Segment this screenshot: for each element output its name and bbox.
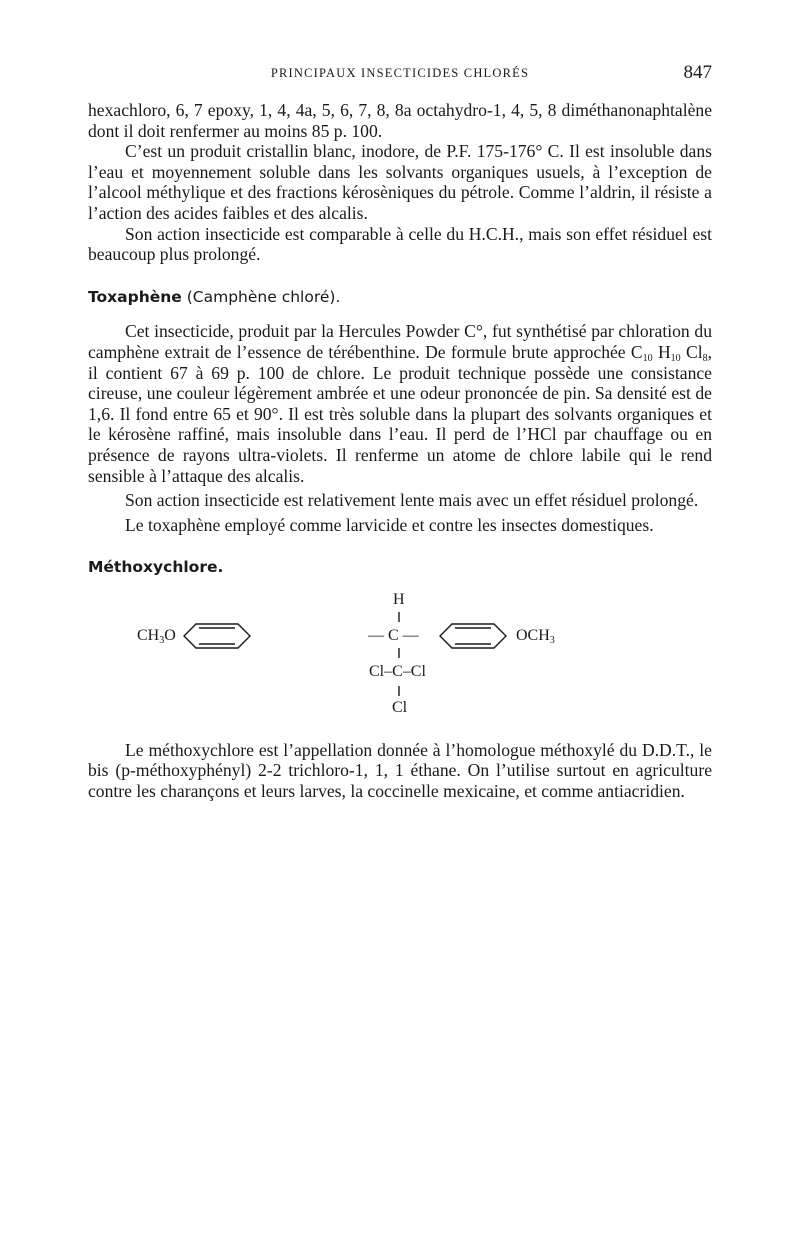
formula-right-group	[516, 626, 555, 647]
paragraph-toxaphene-description	[88, 321, 712, 486]
formula-left-ch: CH	[137, 626, 160, 644]
text-fragment: , il contient 67 à 69 p. 100 de chlore. Le produit technique possède une consistance cireuse, une couleur légèrement ambrée et une odeur prononcée de pin. Sa densité est de 1,6. Il fond entre 65 et 90°. Il est très soluble dans la plupart des solvants organiques et le kérosène raffiné, mais insoluble dans l’eau. Il perd de l’HCl par chauffage ou en présence de rayons ultra-violets. Il renferme un atome de chlore labile qui le rend sensible à l’attaque des alcalis.	[88, 341, 713, 486]
page-header	[88, 62, 712, 86]
formula-left-o: O	[164, 626, 176, 644]
subscript: 10	[642, 352, 653, 364]
formula-right-och: OCH	[516, 626, 550, 644]
formula-ccl-row: Cl–C–Cl	[369, 662, 426, 680]
paragraph-action: Son action insecticide est comparable à celle du H.C.H., mais son effet résiduel est beaucoup plus prolongé.	[88, 223, 712, 265]
text-fragment: Cl	[680, 341, 703, 362]
page-number: 847	[683, 62, 712, 83]
paragraph-properties: C’est un produit cristallin blanc, inodore, de P.F. 175-176° C. Il est insoluble dans l’eau et moyennement soluble dans les solvants organiques usuels, à l’exception de l’alcool méthylique et des fractions kérosèniques du pétrole. Comme l’aldrin, il résiste a l’action des acides faibles et des alcalis.	[88, 141, 712, 223]
toxaphene-title: Toxaphène	[88, 287, 182, 306]
running-title: PRINCIPAUX INSECTICIDES CHLORÉS	[270, 66, 530, 80]
subscript: 3	[159, 634, 165, 646]
page-body	[88, 100, 712, 802]
formula-h: H	[393, 590, 405, 608]
text-fragment: H	[652, 341, 671, 362]
subscript: 10	[670, 352, 681, 364]
toxaphene-heading	[88, 287, 712, 308]
methoxychlore-heading	[88, 557, 712, 578]
text-fragment: Cet insecticide, produit par la Hercules Powder C°, fut synthétisé par chloration du camphène extrait de l’essence de térébenthine. De formule brute approchée C	[88, 321, 712, 362]
subscript: 3	[549, 634, 555, 646]
formula-left-group	[137, 626, 176, 647]
formula-cl-bottom: Cl	[392, 698, 408, 716]
methoxychlore-structural-formula	[88, 590, 712, 722]
methoxychlore-title: Méthoxychlore.	[88, 558, 224, 577]
paragraph-toxaphene-use: Le toxaphène employé comme larvicide et contre les insectes domestiques.	[125, 514, 654, 535]
paragraph-methoxychlore-description: Le méthoxychlore est l’appellation donnée à l’homologue méthoxylé du D.D.T., le bis (p-méthoxyphényl) 2-2 trichloro-1, 1, 1 éthane. On l’utilise surtout en agriculture contre les charançons et leurs larves, la coccinelle mexicaine, et comme antiacridien.	[88, 739, 712, 802]
subscript: 8	[702, 352, 708, 364]
paragraph-epoxy-continuation: hexachloro, 6, 7 epoxy, 1, 4, 4a, 5, 6, 7, 8, 8a octahydro-1, 4, 5, 8 diméthanonaphtalène dont il doit renfermer au moins 85 p. 100.	[88, 100, 712, 141]
paragraph-toxaphene-action: Son action insecticide est relativement lente mais avec un effet résiduel prolongé.	[125, 490, 699, 511]
formula-center-carbon: — C —	[368, 626, 419, 644]
toxaphene-subtitle: (Camphène chloré).	[186, 287, 341, 306]
